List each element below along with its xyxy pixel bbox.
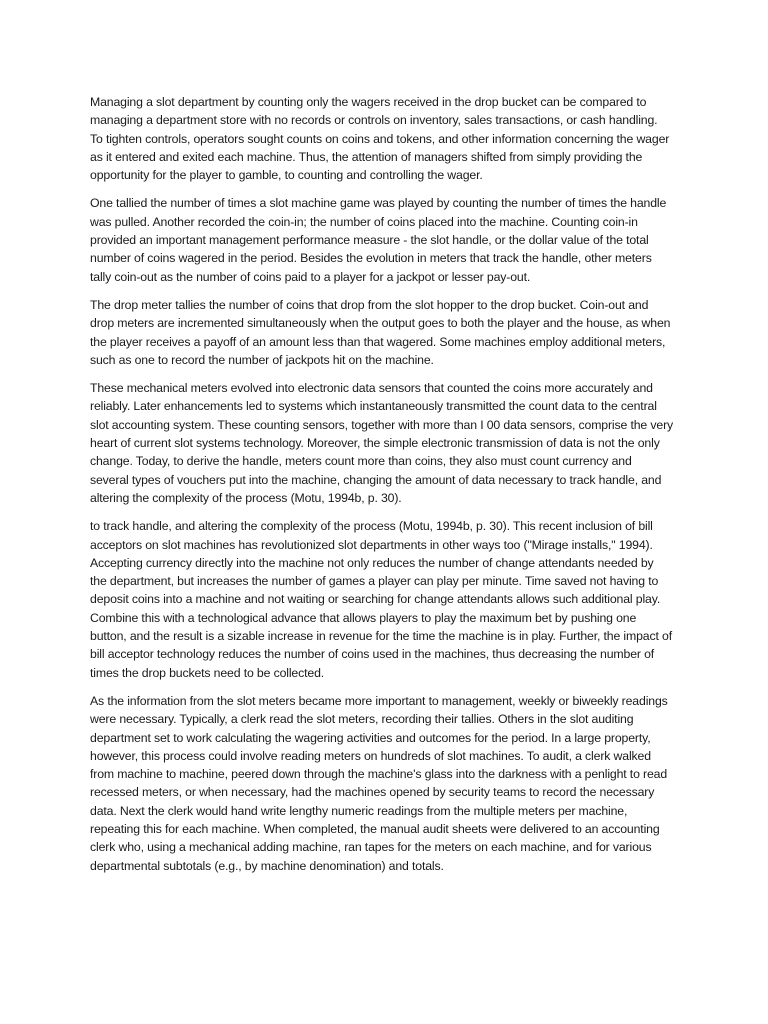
document-body (90, 93, 673, 885)
paragraph-5: to track handle, and altering the complexity of the process (Motu, 1994b, p. 30). This recent inclusion of bill acceptors on slot machines has revolutionized slot departments in other ways too ("Mirage installs," 1994). Accepting currency directly into the machine not only reduces the number of change attendants needed by the department, but increases the number of games a player can play per minute. Time saved not having to deposit coins into a machine and not waiting or searching for change attendants allows such additional play. Combine this with a technological advance that allows players to play the maximum bet by pushing one button, and the result is a sizable increase in revenue for the time the machine is in play. Further, the impact of bill acceptor technology reduces the number of coins used in the machines, thus decreasing the number of times the drop buckets need to be collected. (90, 519, 672, 680)
paragraph-1: Managing a slot department by counting only the wagers received in the drop bucket can be compared to managing a department store with no records or controls on inventory, sales transactions, or cash handling. To tighten controls, operators sought counts on coins and tokens, and other information concerning the wager as it entered and exited each machine. Thus, the attention of managers shifted from simply providing the opportunity for the player to gamble, to counting and controlling the wager. (90, 95, 670, 183)
paragraph-2: One tallied the number of times a slot machine game was played by counting the number of times the handle was pulled. Another recorded the coin-in; the number of coins placed into the machine. Counting coin-in provided an important management performance measure - the slot handle, or the dollar value of the total number of coins wagered in the period. Besides the evolution in meters that track the handle, other meters tally coin-out as the number of coins paid to a player for a jackpot or lesser pay-out. (90, 196, 667, 284)
paragraph-4: These mechanical meters evolved into electronic data sensors that counted the coins more accurately and reliably. Later enhancements led to systems which instantaneously transmitted the count data to the central slot accounting system. These counting sensors, together with more than I 00 data sensors, comprise the very heart of current slot systems technology. Moreover, the simple electronic transmission of data is not the only change. Today, to derive the handle, meters count more than coins, they also must count currency and several types of vouchers put into the machine, changing the amount of data necessary to track handle, and altering the complexity of the process (Motu, 1994b, p. 30). (90, 381, 674, 505)
paragraph-6: As the information from the slot meters became more important to management, weekly or biweekly readings were necessary. Typically, a clerk read the slot meters, recording their tallies. Others in the slot auditing department set to work calculating the wagering activities and outcomes for the period. In a large property, however, this process could involve reading meters on hundreds of slot machines. To audit, a clerk walked from machine to machine, peered down through the machine's glass into the darkness with a penlight to read recessed meters, or when necessary, had the machines opened by security teams to record the necessary data. Next the clerk would hand write lengthy numeric readings from the multiple meters per machine, repeating this for each machine. When completed, the manual audit sheets were delivered to an accounting clerk who, using a mechanical adding machine, ran tapes for the meters on each machine, and for various departmental subtotals (e.g., by machine denomination) and totals. (90, 693, 668, 873)
paragraph-3: The drop meter tallies the number of coins that drop from the slot hopper to the drop bucket. Coin-out and drop meters are incremented simultaneously when the output goes to both the player and the house, as when the player receives a payoff of an amount less than that wagered. Some machines employ additional meters, such as one to record the number of jackpots hit on the machine. (90, 297, 671, 367)
